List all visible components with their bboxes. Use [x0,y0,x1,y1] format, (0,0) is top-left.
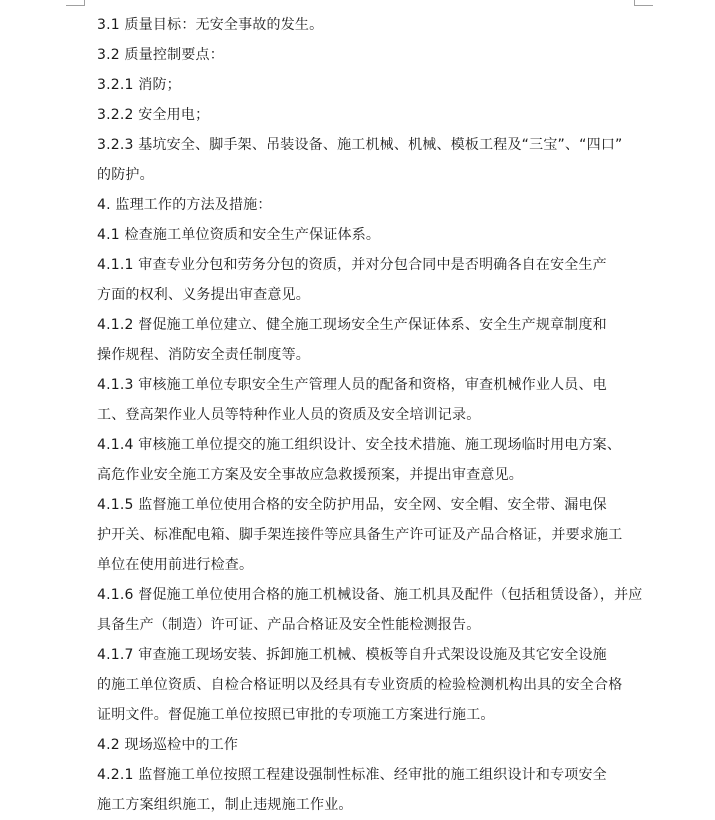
item-4-1-2-cont: 操作规程、消防安全责任制度等。 [97,347,310,363]
item-4-1-3: 4.1.3 审核施工单位专职安全生产管理人员的配备和资格，审查机械作业人员、电 [97,377,607,393]
section-3-2-control-points: 3.2 质量控制要点： [97,47,224,63]
section-4-2: 4.2 现场巡检中的工作 [97,737,239,753]
item-4-1-7-cont-2: 证明文件。督促施工单位按照已审批的专项施工方案进行施工。 [97,707,495,723]
item-4-1-1-cont: 方面的权利、义务提出审查意见。 [97,287,310,303]
item-4-2-1-cont: 施工方案组织施工，制止违规施工作业。 [97,797,353,813]
item-4-1-4-cont: 高危作业安全施工方案及安全事故应急救援预案，并提出审查意见。 [97,467,523,483]
item-3-2-1: 3.2.1 消防； [97,77,181,93]
item-4-1-5-cont-1: 护开关、标准配电箱、脚手架连接件等应具备生产许可证及产品合格证，并要求施工 [97,527,623,543]
section-4-heading: 4. 监理工作的方法及措施： [97,197,272,213]
item-4-1-5-cont-2: 单位在使用前进行检查。 [97,557,254,573]
item-4-1-3-cont: 工、登高架作业人员等特种作业人员的资质及安全培训记录。 [97,407,481,423]
item-4-1-6-cont: 具备生产（制造）许可证、产品合格证及安全性能检测报告。 [97,617,481,633]
document-body [97,10,657,820]
section-4-1: 4.1 检查施工单位资质和安全生产保证体系。 [97,227,381,243]
item-4-1-7: 4.1.7 审查施工现场安装、拆卸施工机械、模板等自升式架设设施及其它安全设施 [97,647,607,663]
item-4-1-6: 4.1.6 督促施工单位使用合格的施工机械设备、施工机具及配件（包括租赁设备），并应 [97,587,643,603]
page-corner-mark-right [634,0,653,6]
item-3-2-3: 3.2.3 基坑安全、脚手架、吊装设备、施工机械、机械、模板工程及“三宝”、“四口” [97,137,623,153]
item-4-1-2: 4.1.2 督促施工单位建立、健全施工现场安全生产保证体系、安全生产规章制度和 [97,317,607,333]
item-4-1-4: 4.1.4 审核施工单位提交的施工组织设计、安全技术措施、施工现场临时用电方案、 [97,437,622,453]
item-4-1-5: 4.1.5 监督施工单位使用合格的安全防护用品，安全网、安全帽、安全带、漏电保 [97,497,607,513]
section-3-1-quality-goal: 3.1 质量目标：无安全事故的发生。 [97,17,324,33]
item-4-1-1: 4.1.1 审查专业分包和劳务分包的资质，并对分包合同中是否明确各自在安全生产 [97,257,607,273]
item-3-2-3-cont: 的防护。 [97,167,154,183]
page-corner-mark-left [66,0,85,6]
item-3-2-2: 3.2.2 安全用电； [97,107,210,123]
item-4-2-1: 4.2.1 监督施工单位按照工程建设强制性标准、经审批的施工组织设计和专项安全 [97,767,607,783]
item-4-1-7-cont-1: 的施工单位资质、自检合格证明以及经具有专业资质的检验检测机构出具的安全合格 [97,677,623,693]
